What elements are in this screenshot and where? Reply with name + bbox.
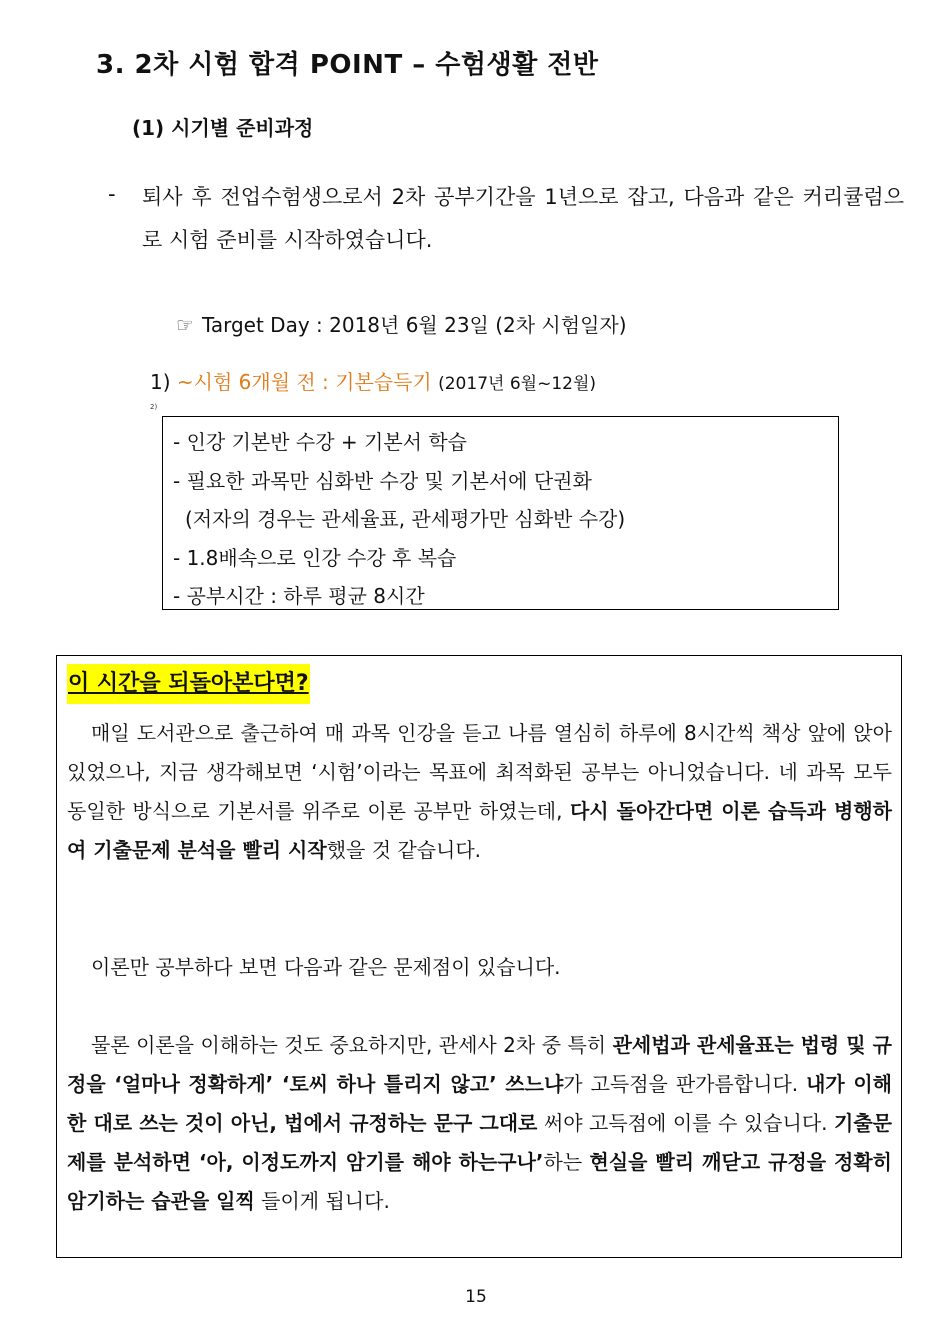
target-day-line — [176, 309, 627, 338]
plan-box — [162, 416, 839, 610]
bold-text-run: 내가 이해한 대로 쓰는 것이 아닌, 법에서 규정하는 문구 그대로 — [67, 1072, 892, 1135]
reflection-paragraph-2: 이론만 공부하다 보면 다음과 같은 문제점이 있습니다. — [91, 955, 561, 979]
reflection-box — [56, 655, 902, 1258]
small-marker: 2) — [150, 403, 158, 411]
plan-item: - 필요한 과목만 심화반 수강 및 기본서에 단권화 — [173, 468, 592, 493]
period-heading — [150, 366, 596, 395]
pointing-hand-icon: ☞ — [176, 313, 194, 337]
reflection-paragraph-3 — [67, 1026, 892, 1221]
reflection-title: 이 시간을 되돌아본다면? — [67, 664, 310, 704]
text-run: 물론 이론을 이해하는 것도 중요하지만, 관세사 2차 중 특히 — [91, 1033, 613, 1057]
intro-paragraph: 퇴사 후 전업수험생으로서 2차 공부기간을 1년으로 잡고, 다음과 같은 커리큘럼으로 시험 준비를 시작하였습니다. — [142, 185, 904, 252]
plan-item-note: (저자의 경우는 관세율표, 관세평가만 심화반 수강) — [185, 507, 626, 532]
text-run: 하는 — [543, 1150, 590, 1174]
subsection-heading: (1) 시기별 준비과정 — [132, 116, 314, 140]
reflection-paragraph-1 — [67, 714, 892, 870]
text-run: 했을 것 같습니다. — [326, 838, 482, 862]
text-run: 들이게 됩니다. — [254, 1189, 390, 1213]
period-number: 1) — [150, 370, 171, 394]
bold-text-run: 기출문제를 분석하면 ‘아, 이정도까지 암기를 해야 하는구나’ — [67, 1111, 892, 1174]
text-run: 써야 고득점에 이를 수 있습니다. — [537, 1111, 835, 1135]
target-day-text: Target Day : 2018년 6월 23일 (2차 시험일자) — [201, 313, 627, 337]
text-run: 가 고득점을 판가름합니다. — [563, 1072, 807, 1096]
plan-item: - 공부시간 : 하루 평균 8시간 — [173, 584, 425, 609]
intro-dash: - — [108, 182, 116, 206]
bold-text-run: 관세법과 관세율표는 법령 및 규정을 ‘얼마나 정확하게’ ‘토씨 하나 틀리지 않고’ 쓰느냐 — [67, 1033, 892, 1096]
page-number: 15 — [465, 1287, 487, 1307]
text-run: 매일 도서관으로 출근하여 매 과목 인강을 듣고 나름 열심히 하루에 8시간씩 책상 앞에 앉아있었으나, 지금 생각해보면 ‘시험’이라는 목표에 최적화된 공부는 아니었습니다. 네 과목 모두 동일한 방식으로 기본서를 위주로 이론 공부만 하였는데, — [67, 721, 892, 823]
section-heading: 3. 2차 시험 합격 POINT – 수험생활 전반 — [96, 50, 599, 80]
bold-text-run: 현실을 빨리 깨닫고 규정을 정확히 암기하는 습관을 일찍 — [67, 1150, 892, 1213]
period-title: ~시험 6개월 전 : 기본습득기 — [176, 370, 432, 394]
period-range: (2017년 6월~12월) — [438, 374, 596, 394]
plan-item: - 인강 기본반 수강 + 기본서 학습 — [173, 430, 467, 454]
bold-text-run: 다시 돌아간다면 이론 습득과 병행하여 기출문제 분석을 빨리 시작 — [67, 799, 892, 862]
plan-item: - 1.8배속으로 인강 수강 후 복습 — [173, 545, 457, 570]
